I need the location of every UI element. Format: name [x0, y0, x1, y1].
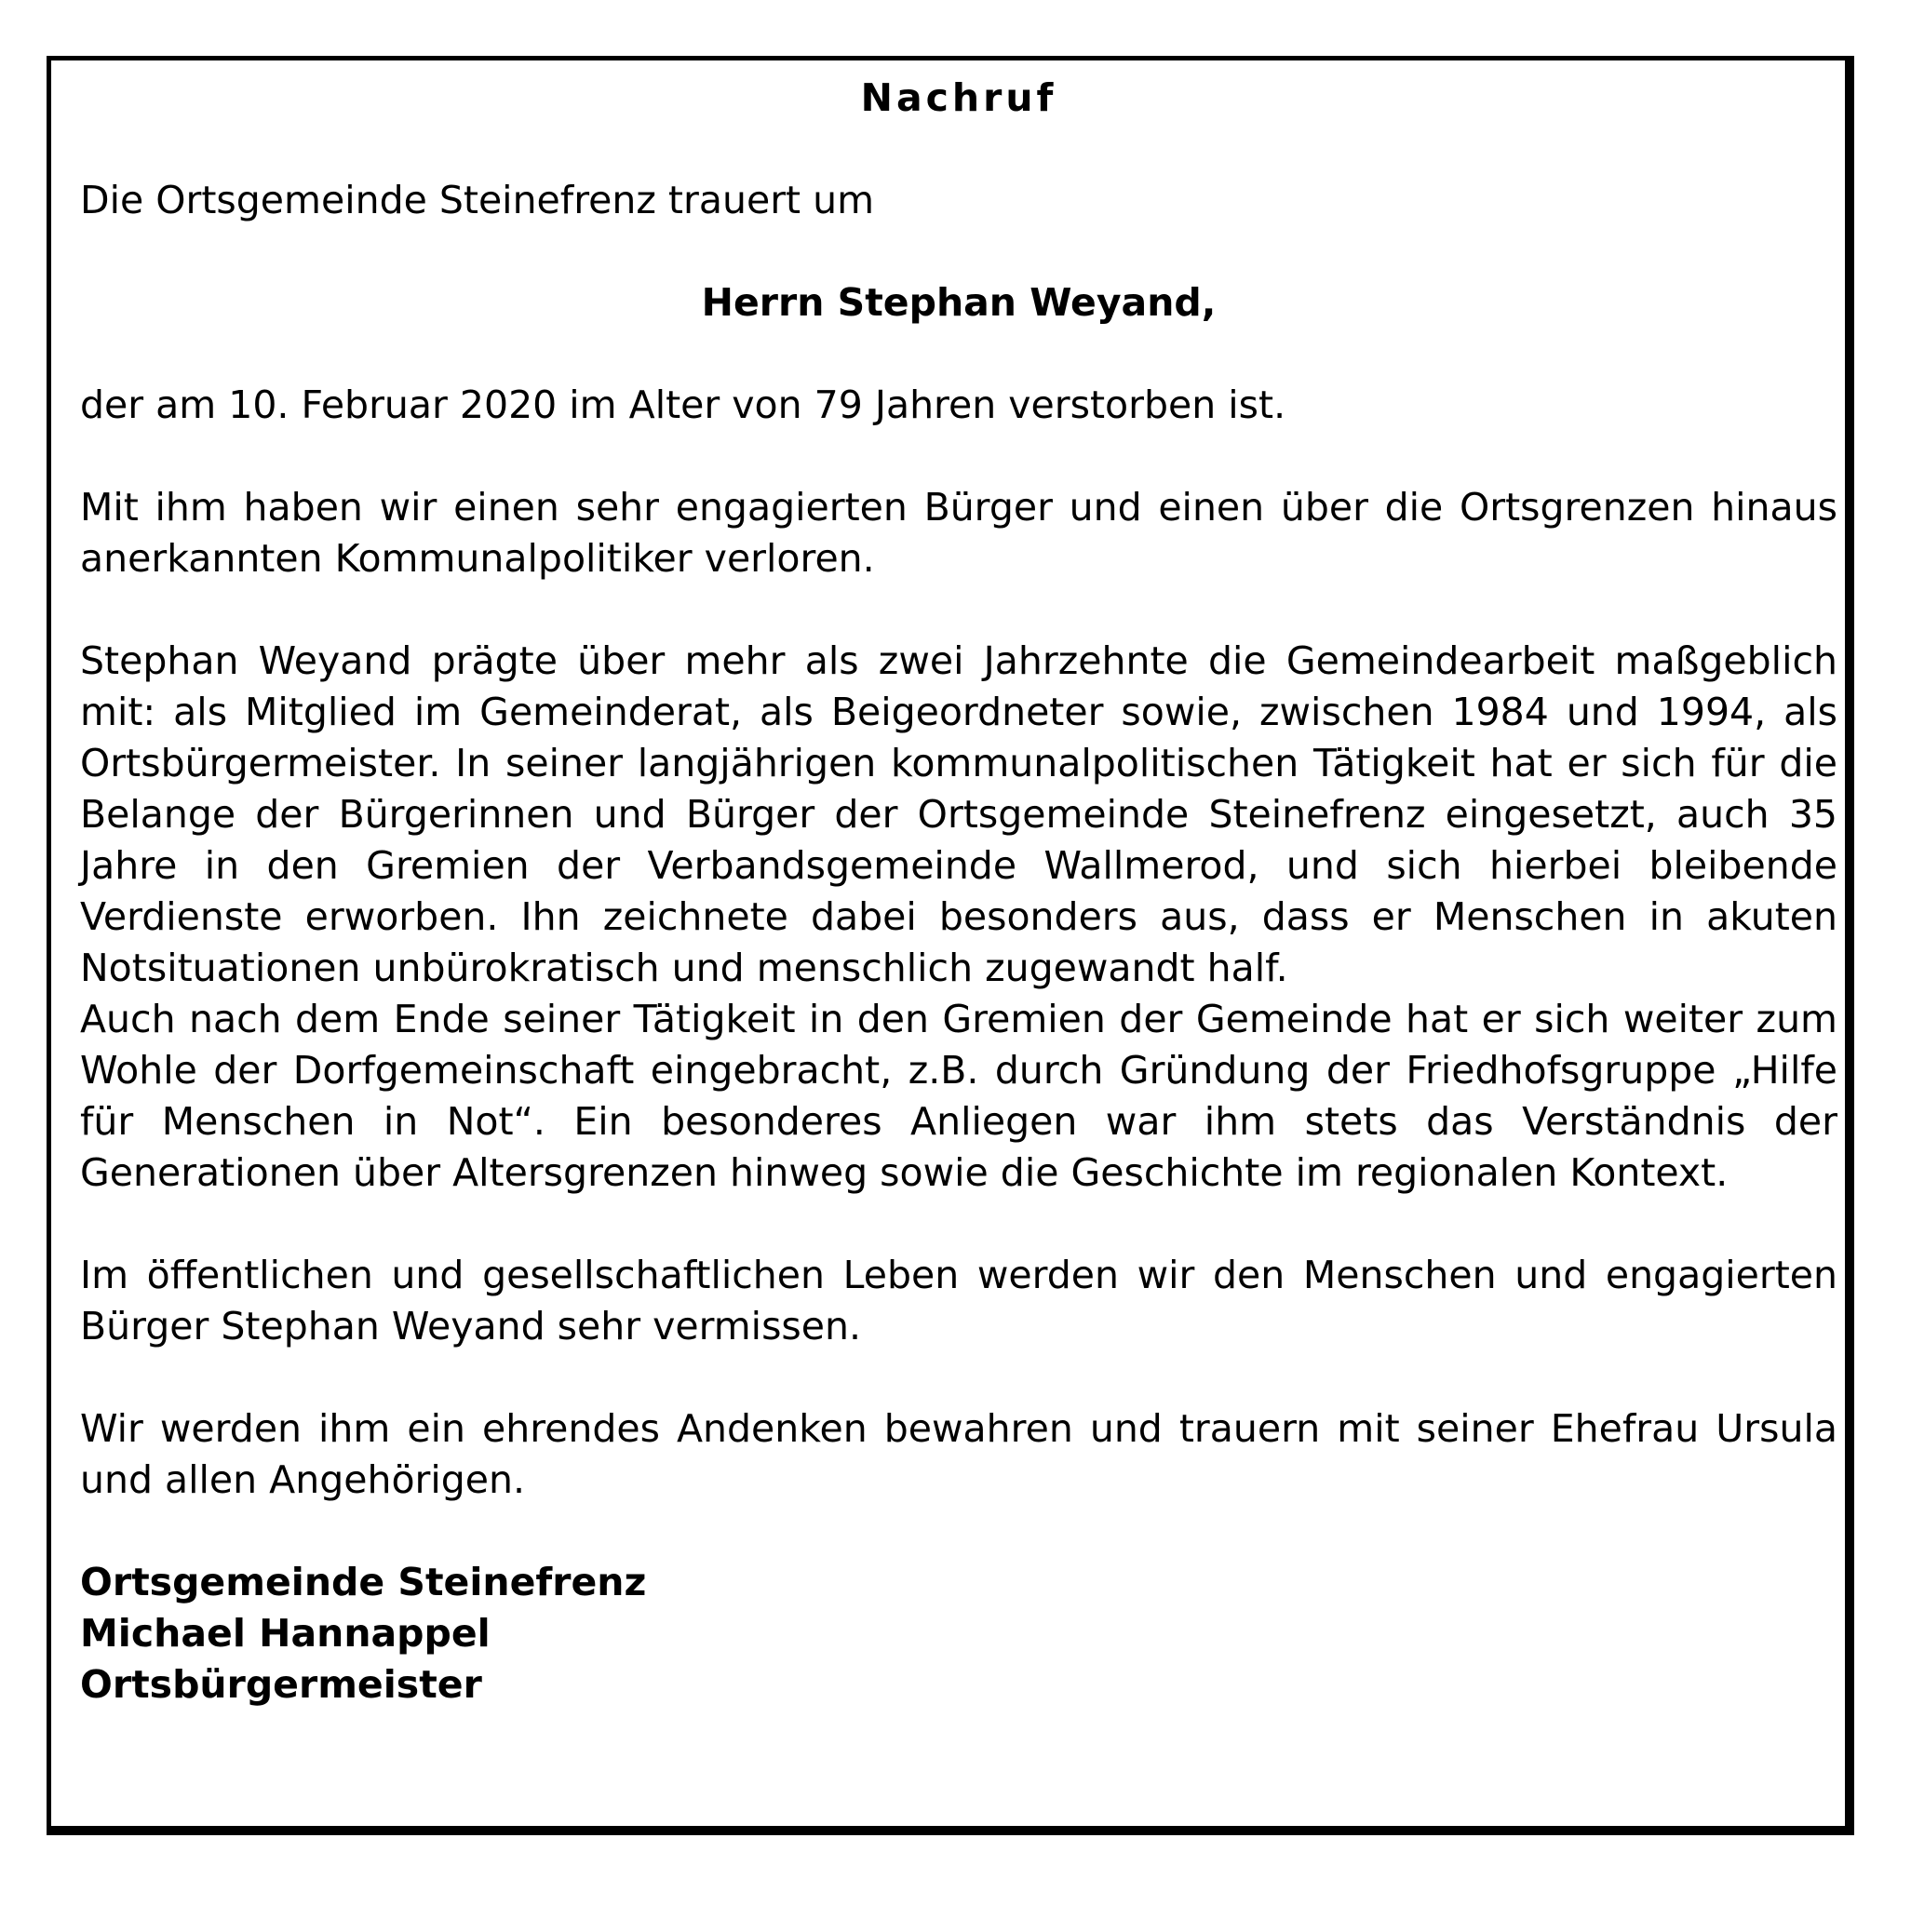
spacer [80, 1506, 1837, 1557]
spacer [80, 431, 1837, 482]
intro-line: Die Ortsgemeinde Steinefrenz trauert um [80, 178, 875, 222]
obituary-content [80, 73, 1837, 1711]
deceased-name: Herrn Stephan Weyand, [701, 280, 1217, 325]
paragraph-remembrance: Wir werden ihm ein ehrendes Andenken bewahren und trauern mit seiner Ehefrau Ursula und allen Angehörigen. [80, 1406, 1837, 1502]
paragraph-loss: Mit ihm haben wir einen sehr engagierten Bürger und einen über die Ortsgrenzen hinaus anerkannten Kommunalpolitiker verloren. [80, 485, 1837, 581]
signature-role: Ortsbürgermeister [80, 1662, 482, 1707]
spacer [80, 1352, 1837, 1403]
signature-person: Michael Hannappel [80, 1611, 491, 1656]
spacer [80, 584, 1837, 636]
paragraph-engagement: Auch nach dem Ende seiner Tätigkeit in den Gremien der Gemeinde hat er sich weiter zum Wohle der Dorfgemeinschaft eingebracht, z.B. durch Gründung der Friedhofsgruppe „Hilfe für Menschen in Not“. Ein besonderes Anliegen war ihm stets das Verständnis der Generationen über Altersgrenzen hinweg sowie die Geschichte im regionalen Kontext. [80, 997, 1837, 1195]
paragraph-missed: Im öffentlichen und gesellschaftlichen Leben werden wir den Menschen und engagierten Bürger Stephan Weyand sehr vermissen. [80, 1253, 1837, 1348]
signature-municipality: Ortsgemeinde Steinefrenz [80, 1560, 647, 1604]
spacer [80, 226, 1837, 277]
spacer [80, 329, 1837, 380]
spacer [80, 124, 1837, 175]
paragraph-career: Stephan Weyand prägte über mehr als zwei Jahrzehnte die Gemeindearbeit maßgeblich mit: als Mitglied im Gemeinderat, als Beigeordneter sowie, zwischen 1984 und 1994, als Ortsbürgermeister. In seiner langjährigen kommunalpolitischen Tätigkeit hat er sich für die Belange der Bürgerinnen und Bürger der Ortsgemeinde Steinefrenz eingesetzt, auch 35 Jahre in den Gremien der Verbandsgemeinde Wallmerod, und sich hierbei bleibende Verdienste erworben. Ihn zeichnete dabei besonders aus, dass er Menschen in akuten Notsituationen unbürokratisch und menschlich zugewandt half. [80, 638, 1837, 990]
spacer [80, 1199, 1837, 1250]
death-line: der am 10. Februar 2020 im Alter von 79 Jahren verstorben ist. [80, 382, 1286, 427]
obituary-title: Nachruf [860, 75, 1057, 120]
